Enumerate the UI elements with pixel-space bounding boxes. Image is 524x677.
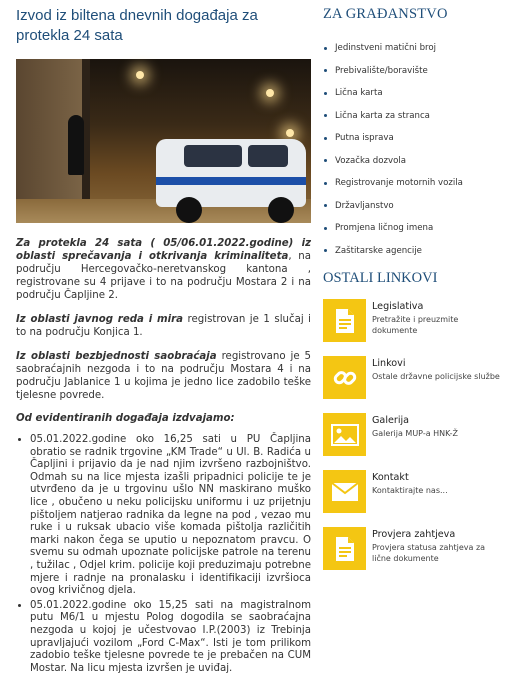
sidebar-item-label: Lična karta za stranca [335,110,430,121]
citizen-services-list [323,37,513,262]
link-title: Linkovi [372,358,406,369]
sidebar-item-label: Vozačka dozvola [335,155,407,166]
paragraph-traffic-heading: Iz oblasti bezbjednosti saobraćaja [16,351,217,362]
other-links [323,299,513,573]
link-title: Kontakt [372,472,409,483]
link-kontakt[interactable] [323,470,513,516]
sidebar-item[interactable] [323,195,513,218]
sidebar-item-label: Lična karta [335,88,383,99]
bullet-icon [324,204,327,207]
article [16,6,311,677]
sidebar-item-label: Državljanstvo [335,200,394,211]
link-legislativa[interactable] [323,299,513,345]
sidebar-item-label: Prebivalište/boravište [335,65,428,76]
bullet-icon [324,69,327,72]
link-galerija[interactable] [323,413,513,459]
paragraph-traffic-text: registrovano je 5 saobraćajnih nezgoda i to na području Mostara 4 i na području Jablanice 1 u kojima je jedno lice zadobilo teške tjelesne povrede. [16,351,311,401]
link-subtitle: Kontaktirajte nas... [372,486,448,495]
sidebar-item-label: Registrovanje motornih vozila [335,178,463,189]
sidebar-item[interactable] [323,105,513,128]
bullet-icon [324,137,327,140]
sidebar-item-label: Jedinstveni matični broj [335,43,437,54]
link-title: Legislativa [372,301,424,312]
link-subtitle: Provjera statusa zahtjeva za lične dokumente [372,543,486,563]
sidebar-item[interactable] [323,172,513,195]
sidebar [323,6,513,584]
sidebar-item[interactable] [323,217,513,240]
link-subtitle: Ostale državne policijske službe [372,372,500,381]
sidebar-item[interactable] [323,127,513,150]
sidebar-item-label: Promjena ličnog imena [335,223,434,234]
sidebar-item-label: Zaštitarske agencije [335,245,422,256]
bullet-icon [324,227,327,230]
document-icon [323,527,366,570]
bullet-icon [324,182,327,185]
paragraph-crime-heading: Za protekla 24 sata ( 05/06.01.2022.godine) iz oblasti sprečavanja i otkrivanja kriminaliteta [16,238,311,262]
paragraph-public-order-text: registrovan je 1 slučaj i to na području Konjica 1. [16,314,311,338]
paragraph-crime [16,237,311,302]
link-title: Provjera zahtjeva [372,529,456,540]
sidebar-item-label: Putna isprava [335,133,394,144]
sidebar-item[interactable] [323,60,513,83]
image-icon [323,413,366,456]
other-links-title: OSTALI LINKOVI [323,270,438,286]
bullet-icon [324,114,327,117]
link-linkovi[interactable] [323,356,513,402]
sidebar-item[interactable] [323,240,513,263]
document-icon [323,299,366,342]
article-photo [16,59,311,223]
event-item: • 05.01.2022.godine oko 16,25 sati u PU Čapljina obratio se radnik trgovine „KM Trade“ u Ul. B. Radića u Čapljini i prijavio da je nad njim izvršeno razbojništvo. Odmah su na lice mjesta izašli pripadnici policije te je utvrđeno da je u trgovinu ušlo NN maskirano muško lice , obučeno u neku policijsku uniformu i uz prijetnju pištoljem natjerao radnika da legne na pod , vezao mu ruke i u ruksak ubacio više komada pištolja različitih marki nakon čega se uputio u nepoznatom pravcu. O svemu su odmah upoznate policijske patrole na terenu , tužilac , Odjel krim. policije koji preduzimaju potrebne mjere i radnje na pronalasku i identifikaciji izvršioca ovog krivičnog djela. [30,434,311,598]
sidebar-item[interactable] [323,82,513,105]
link-subtitle: Pretražite i preuzmite dokumente [372,315,459,335]
bullet-icon [324,92,327,95]
article-title: Izvod iz biltena dnevnih događaja za protekla 24 sata [16,7,258,44]
event-item: • 05.01.2022.godine oko 15,25 sati na magistralnom putu M6/1 u mjestu Polog dogodila se saobraćajna nezgoda u kojoj je učestvovao I.P.(2003) iz Trebinja upravljajući vozilom „Ford C-Max“. Isti je tom prilikom zadobio teške tjelesne povrede te je prebačen na CUM Mostar. Na licu mjesta izvršen je uviđaj. [30,600,311,676]
link-subtitle: Galerija MUP-a HNK-Ž [372,429,458,438]
paragraph-traffic [16,350,311,402]
sidebar-item[interactable] [323,150,513,173]
link-provjera-zahtjeva[interactable] [323,527,513,573]
bullet-icon [324,47,327,50]
paragraph-public-order-heading: Iz oblasti javnog reda i mira [16,314,184,325]
sidebar-title: ZA GRAĐANSTVO [323,6,448,22]
paragraph-crime-text: , na području Hercegovačko-neretvanskog kantona , registrovane su 4 prijave i to na području Mostara 2 i na području Čapljine 2. [16,251,311,301]
bullet-icon [324,249,327,252]
events-heading: Od evidentiranih događaja izdvajamo: [16,413,235,424]
bullet-icon [324,159,327,162]
sidebar-item[interactable] [323,37,513,60]
link-title: Galerija [372,415,410,426]
envelope-icon [323,470,366,513]
paragraph-public-order [16,313,311,339]
events-list [16,434,311,675]
link-icon [323,356,366,399]
